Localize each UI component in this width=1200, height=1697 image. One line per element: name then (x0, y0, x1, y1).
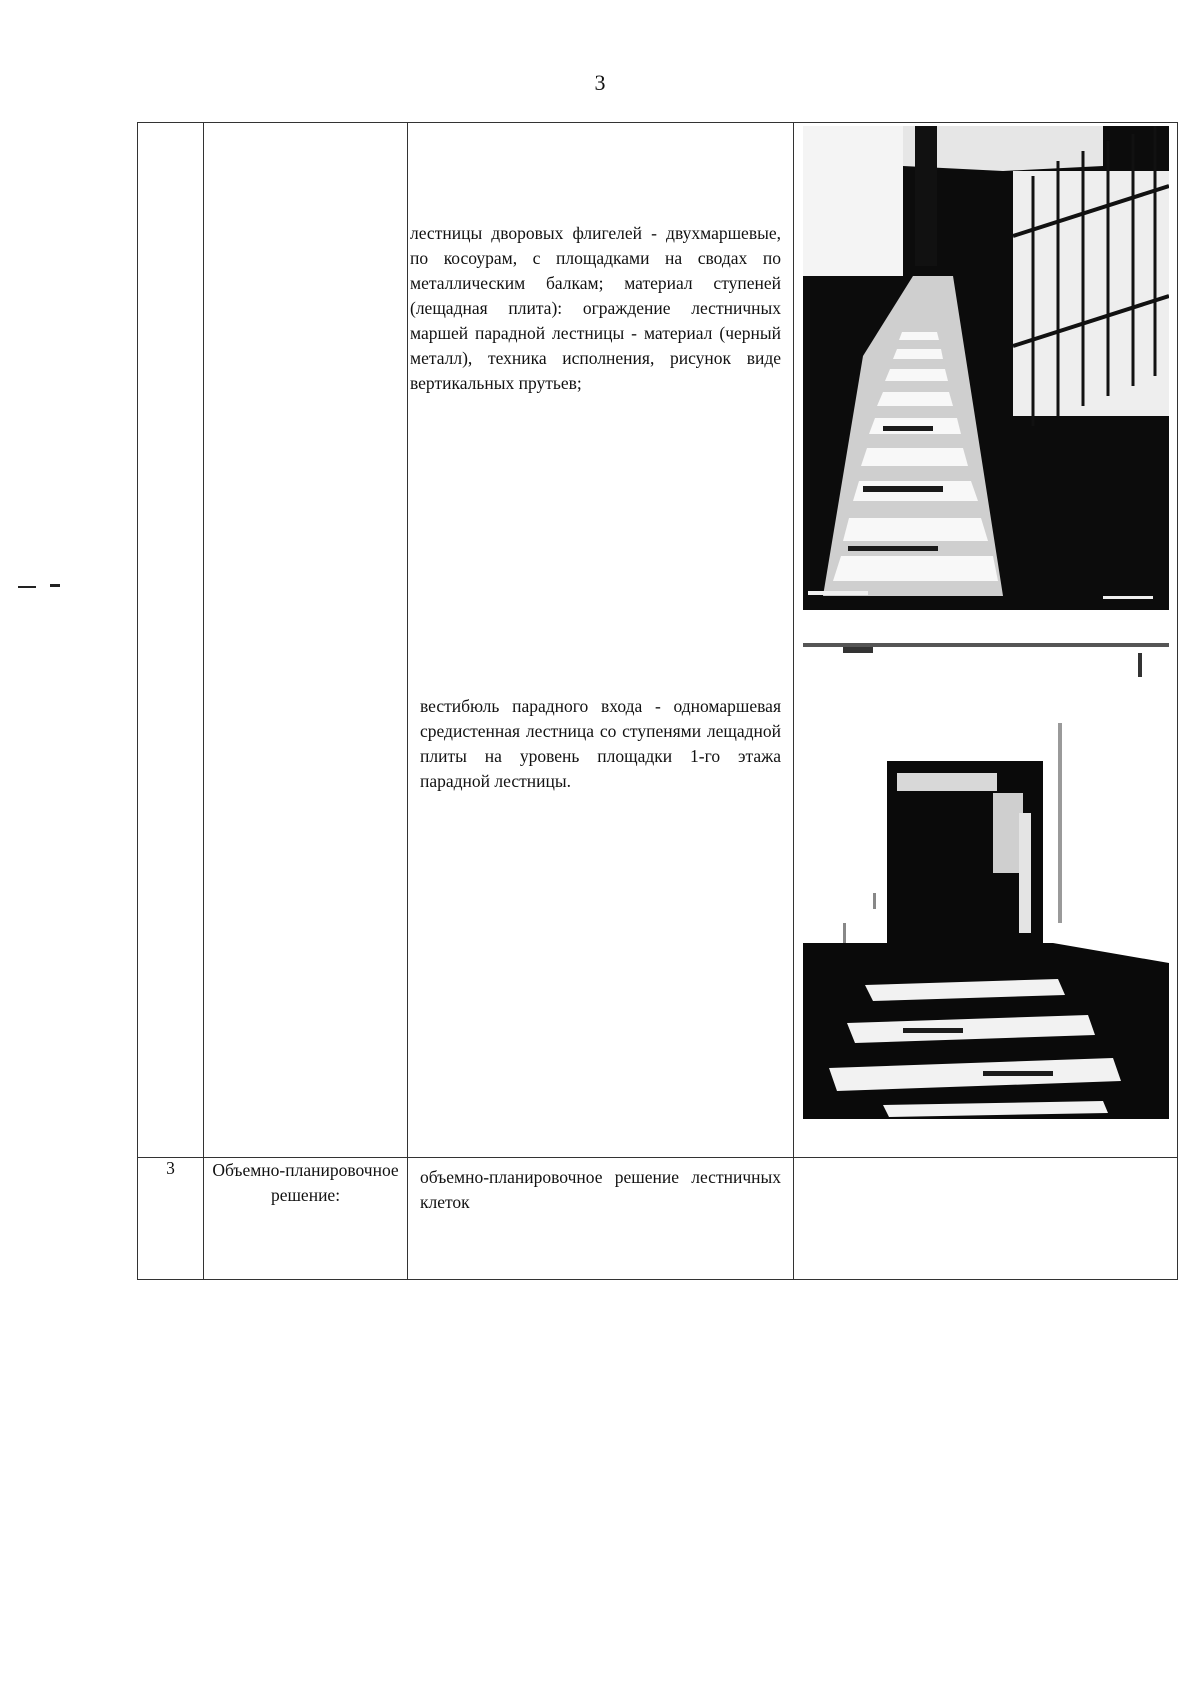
table-row-continuation (138, 123, 1178, 1158)
scan-mark (18, 586, 36, 588)
row-3-description: объемно-планировочное решение лестничных клеток (420, 1167, 781, 1212)
vestibule-stair-description: вестибюль парадного входа - одномаршевая средистенная лестница со ступенями лещадной плиты на уровень площадки 1-го этажа парадной лестницы. (420, 696, 781, 791)
row-3-photo-cell-empty (794, 1158, 1178, 1280)
photo-courtyard-stair-flight (803, 126, 1169, 610)
name-cell-empty (204, 123, 408, 1158)
scan-mark (50, 584, 60, 587)
row-3-number: 3 (138, 1158, 204, 1280)
subject-of-protection-table (137, 122, 1178, 1280)
page-number: 3 (594, 70, 606, 95)
photo-cell (794, 123, 1178, 1158)
description-cell (408, 123, 794, 1158)
photo-vestibule-entrance-stair (803, 643, 1169, 1119)
row-3-name: Объемно-планировочное решение: (204, 1158, 408, 1280)
table-row-3 (138, 1158, 1178, 1280)
courtyard-stairs-description: лестницы дворовых флигелей - двухмаршевые, по косоурам, с площадками на сводах по металлическим балкам; материал ступеней (лещадная плита): ограждение лестничных маршей парадной лестницы - материал (черный металл), техника исполнения, рисунок виде вертикальных прутьев; (410, 223, 781, 393)
row-3-description-cell (408, 1158, 794, 1280)
number-cell-empty (138, 123, 204, 1158)
